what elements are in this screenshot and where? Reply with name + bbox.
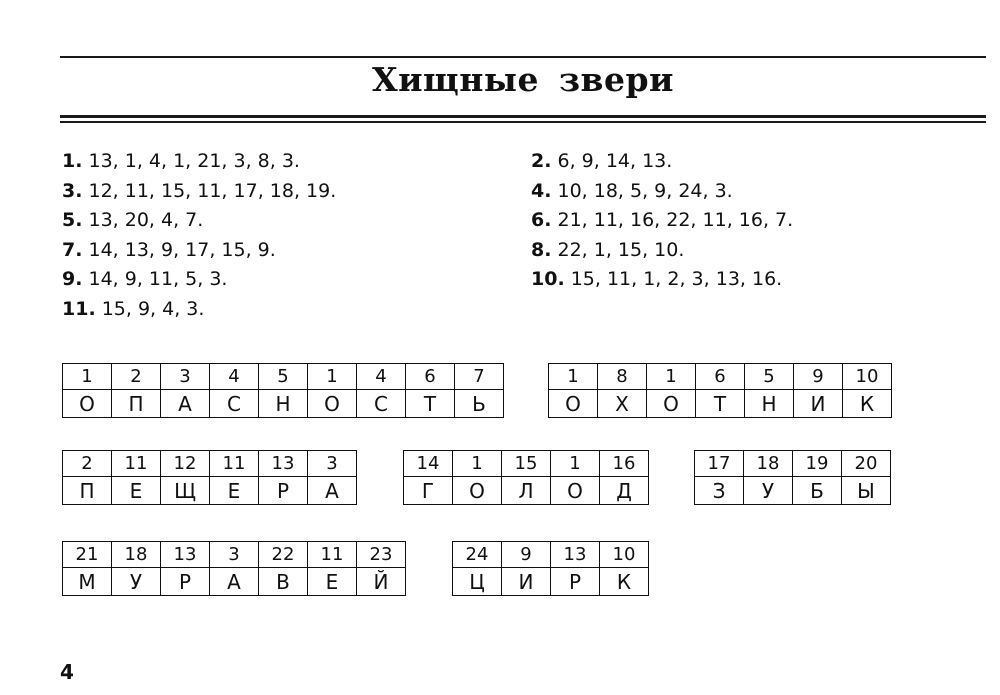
key-number-cell: 13	[259, 451, 308, 477]
puzzle-sequence: 15, 11, 1, 2, 3, 13, 16.	[564, 268, 783, 290]
key-tsirk	[452, 541, 649, 596]
puzzle-number: 11.	[62, 297, 96, 320]
key-number-cell: 8	[598, 364, 647, 390]
key-zuby	[694, 450, 891, 505]
puzzle-number: 4.	[531, 179, 552, 202]
key-number-cell: 20	[842, 451, 891, 477]
puzzle-number: 9.	[62, 268, 83, 290]
key-number-cell: 13	[161, 542, 210, 568]
key-letter-cell: Е	[112, 477, 161, 505]
puzzle-number: 10.	[531, 268, 565, 290]
key-letter-cell: И	[502, 568, 551, 596]
key-number-cell: 24	[453, 542, 502, 568]
key-number-cell: 23	[357, 542, 406, 568]
key-letter-cell: Р	[259, 477, 308, 505]
puzzle-number: 6.	[531, 209, 552, 231]
puzzle-sequence: 10, 18, 5, 9, 24, 3.	[551, 179, 733, 202]
key-number-cell: 17	[695, 451, 744, 477]
puzzle-number: 2.	[531, 150, 552, 172]
puzzle-number: 3.	[62, 179, 83, 202]
key-letter-cell: Р	[551, 568, 600, 596]
key-letter-cell: Ы	[842, 477, 891, 505]
key-letter-cell: Р	[161, 568, 210, 596]
key-golod	[403, 450, 649, 505]
key-number-cell: 19	[793, 451, 842, 477]
key-letter-cell: Т	[696, 390, 745, 418]
key-letter-cell: Щ	[161, 477, 210, 505]
key-letter-cell: Ь	[455, 390, 504, 418]
puzzle-list-right	[531, 147, 793, 295]
key-letter-cell: О	[549, 390, 598, 418]
key-letter-row	[695, 477, 891, 505]
puzzle-number: 8.	[531, 238, 552, 261]
key-number-cell: 13	[551, 542, 600, 568]
key-letter-cell: З	[695, 477, 744, 505]
puzzle-list-left	[62, 147, 336, 324]
key-number-cell: 6	[696, 364, 745, 390]
key-number-cell: 5	[259, 364, 308, 390]
key-letter-row	[63, 390, 504, 418]
key-number-cell: 4	[357, 364, 406, 390]
puzzle-sequence: 15, 9, 4, 3.	[95, 297, 205, 320]
puzzle-sequence: 22, 1, 15, 10.	[551, 238, 685, 261]
puzzle-number: 1.	[62, 150, 83, 172]
key-number-cell: 1	[551, 451, 600, 477]
key-number-row	[695, 451, 891, 477]
key-letter-cell: И	[794, 390, 843, 418]
key-letter-cell: Х	[598, 390, 647, 418]
key-number-cell: 1	[308, 364, 357, 390]
key-letter-cell: Т	[406, 390, 455, 418]
puzzle-item	[531, 206, 793, 236]
key-number-row	[63, 451, 357, 477]
page-title: Хищные звери	[371, 60, 675, 99]
key-letter-cell: Е	[210, 477, 259, 505]
key-number-cell: 21	[63, 542, 112, 568]
key-number-cell: 22	[259, 542, 308, 568]
key-letter-cell: Л	[502, 477, 551, 505]
key-number-row	[63, 542, 406, 568]
puzzle-item	[62, 147, 336, 177]
puzzle-number: 7.	[62, 238, 83, 261]
puzzle-sequence: 21, 11, 16, 22, 11, 16, 7.	[551, 209, 794, 231]
key-letter-cell: У	[112, 568, 161, 596]
key-number-cell: 10	[843, 364, 892, 390]
key-letter-cell: О	[63, 390, 112, 418]
puzzle-sequence: 6, 9, 14, 13.	[551, 150, 673, 172]
key-number-cell: 1	[549, 364, 598, 390]
puzzle-sequence: 14, 9, 11, 5, 3.	[82, 268, 228, 290]
key-letter-cell: М	[63, 568, 112, 596]
key-number-cell: 1	[647, 364, 696, 390]
puzzle-number: 5.	[62, 209, 83, 231]
key-number-cell: 15	[502, 451, 551, 477]
key-number-cell: 11	[210, 451, 259, 477]
key-letter-cell: К	[843, 390, 892, 418]
key-number-cell: 11	[308, 542, 357, 568]
key-letter-cell: Е	[308, 568, 357, 596]
key-number-cell: 4	[210, 364, 259, 390]
key-letter-cell: Г	[404, 477, 453, 505]
key-letter-cell: А	[210, 568, 259, 596]
key-letter-cell: О	[647, 390, 696, 418]
key-number-row	[453, 542, 649, 568]
key-letter-cell: Н	[259, 390, 308, 418]
key-number-cell: 5	[745, 364, 794, 390]
key-letter-cell: Ц	[453, 568, 502, 596]
puzzle-item	[531, 147, 793, 177]
key-letter-row	[63, 477, 357, 505]
puzzle-item	[62, 236, 336, 266]
key-letter-cell: О	[453, 477, 502, 505]
puzzle-item	[62, 265, 336, 295]
key-letter-row	[453, 568, 649, 596]
key-letter-row	[549, 390, 892, 418]
key-number-row	[549, 364, 892, 390]
page-number: 4	[60, 660, 74, 684]
key-number-cell: 7	[455, 364, 504, 390]
key-letter-row	[404, 477, 649, 505]
key-letter-cell: К	[600, 568, 649, 596]
key-number-cell: 11	[112, 451, 161, 477]
puzzle-item	[62, 206, 336, 236]
key-peshchera	[62, 450, 357, 505]
puzzle-item	[62, 295, 336, 325]
puzzle-item	[62, 177, 336, 207]
key-number-cell: 1	[63, 364, 112, 390]
puzzle-sequence: 13, 20, 4, 7.	[82, 209, 204, 231]
title-underline	[60, 115, 986, 123]
puzzle-sequence: 13, 1, 4, 1, 21, 3, 8, 3.	[82, 150, 300, 172]
key-number-cell: 2	[112, 364, 161, 390]
key-letter-cell: С	[210, 390, 259, 418]
key-number-row	[404, 451, 649, 477]
key-number-cell: 14	[404, 451, 453, 477]
puzzle-sequence: 12, 11, 15, 11, 17, 18, 19.	[82, 179, 337, 202]
key-number-cell: 3	[210, 542, 259, 568]
key-number-cell: 1	[453, 451, 502, 477]
key-letter-cell: Д	[600, 477, 649, 505]
key-number-cell: 9	[502, 542, 551, 568]
key-number-cell: 2	[63, 451, 112, 477]
key-letter-cell: Й	[357, 568, 406, 596]
key-okhotnik	[548, 363, 892, 418]
key-letter-cell: П	[112, 390, 161, 418]
top-rule	[60, 56, 986, 58]
key-letter-cell: А	[308, 477, 357, 505]
puzzle-item	[531, 265, 793, 295]
key-letter-cell: О	[308, 390, 357, 418]
key-number-cell: 6	[406, 364, 455, 390]
key-number-cell: 16	[600, 451, 649, 477]
key-number-cell: 3	[161, 364, 210, 390]
key-opasnost	[62, 363, 504, 418]
key-letter-cell: О	[551, 477, 600, 505]
key-number-cell: 12	[161, 451, 210, 477]
key-letter-cell: А	[161, 390, 210, 418]
puzzle-sequence: 14, 13, 9, 17, 15, 9.	[82, 238, 276, 261]
key-letter-cell: Н	[745, 390, 794, 418]
key-number-row	[63, 364, 504, 390]
key-letter-cell: У	[744, 477, 793, 505]
key-number-cell: 18	[112, 542, 161, 568]
key-number-cell: 9	[794, 364, 843, 390]
key-letter-cell: С	[357, 390, 406, 418]
key-letter-cell: Б	[793, 477, 842, 505]
key-number-cell: 10	[600, 542, 649, 568]
key-letter-row	[63, 568, 406, 596]
key-letter-cell: П	[63, 477, 112, 505]
key-number-cell: 18	[744, 451, 793, 477]
key-letter-cell: В	[259, 568, 308, 596]
key-muravey	[62, 541, 406, 596]
puzzle-item	[531, 177, 793, 207]
key-number-cell: 3	[308, 451, 357, 477]
puzzle-item	[531, 236, 793, 266]
